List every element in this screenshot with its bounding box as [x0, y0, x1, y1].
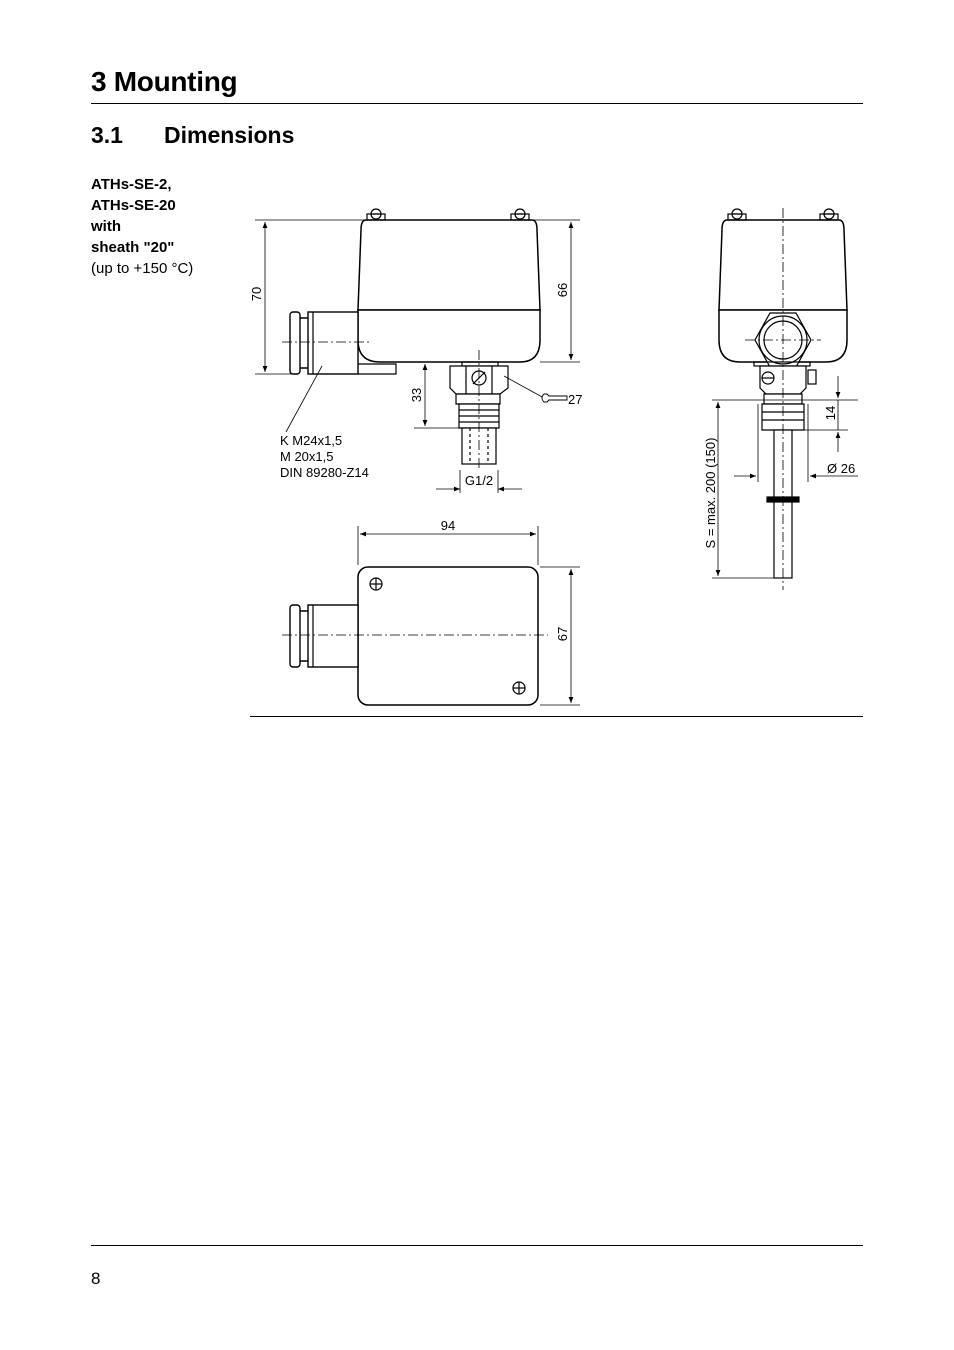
sheath-length-label: S = max. 200 (150) — [703, 437, 718, 549]
thread-label: G1/2 — [464, 473, 494, 488]
section-number: 3.1 — [91, 122, 123, 148]
model-line-1: ATHs-SE-2, — [91, 176, 172, 193]
side-view — [712, 208, 858, 590]
footer-rule — [91, 1245, 863, 1246]
model-line-2: ATHs-SE-20 — [91, 197, 176, 214]
dim-66-label: 66 — [555, 282, 570, 298]
model-line-5: (up to +150 °C) — [91, 260, 194, 277]
dim-14-label: 14 — [823, 405, 838, 421]
dia-26-label: Ø 26 — [827, 461, 856, 476]
chapter-title: 3 Mounting — [91, 66, 238, 97]
model-line-3: with — [91, 218, 121, 235]
drawing-bottom-rule — [250, 716, 863, 717]
wrench-icon — [542, 394, 567, 402]
top-screw-left — [367, 209, 385, 220]
dim-67-label: 67 — [555, 626, 570, 642]
cable-gland-label-1: K M24x1,5 — [280, 433, 343, 448]
screw-bottom-right — [513, 682, 525, 694]
section-title: Dimensions — [164, 122, 295, 148]
dim-70-label: 70 — [249, 286, 264, 302]
wrench-size-label: 27 — [568, 392, 583, 407]
dim-94-label: 94 — [440, 518, 456, 533]
screw-top-left — [370, 578, 382, 590]
page-number: 8 — [91, 1269, 101, 1288]
cable-gland-label-3: DIN 89280-Z14 — [280, 465, 369, 480]
dim-33-label: 33 — [409, 387, 424, 403]
model-line-4: sheath "20" — [91, 239, 175, 256]
top-screw-right — [511, 209, 529, 220]
top-view — [282, 526, 580, 705]
cable-gland-label-2: M 20x1,5 — [280, 449, 334, 464]
